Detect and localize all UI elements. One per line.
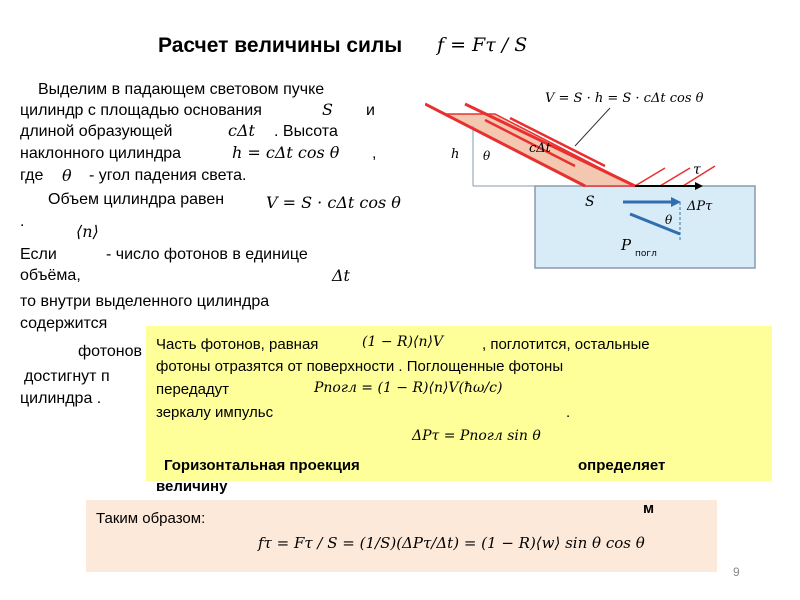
yellow-line-4a: зеркалу импульс bbox=[156, 404, 274, 421]
var-S: S bbox=[322, 100, 333, 119]
conclusion-trailing: м bbox=[643, 500, 655, 517]
para-line-8b: - число фотонов в единице bbox=[106, 246, 308, 263]
para-line-5a: где bbox=[20, 167, 44, 184]
var-theta: θ bbox=[62, 166, 72, 185]
eq-absorbed: (1 − R)⟨n⟩V bbox=[362, 334, 444, 350]
yellow-line-1a: Часть фотонов, равная bbox=[156, 336, 319, 353]
page-number: 9 bbox=[733, 565, 740, 579]
label-S: S bbox=[585, 194, 595, 210]
label-theta: θ bbox=[483, 149, 491, 163]
conclusion-label: Таким образом: bbox=[96, 510, 206, 527]
para-line-11: содержится bbox=[20, 315, 108, 332]
yellow-line-1b: , поглотится, остальные bbox=[482, 336, 650, 353]
para-line-8a: Если bbox=[20, 246, 57, 263]
para-line-10: то внутри выделенного цилиндра bbox=[20, 293, 270, 310]
label-dP: ΔPτ bbox=[687, 199, 713, 214]
label-h: h bbox=[451, 147, 460, 162]
var-n: ⟨n⟩ bbox=[76, 222, 99, 241]
ray-reflected-1 bbox=[635, 168, 665, 186]
para-line-9: объёма, bbox=[20, 267, 81, 284]
eq-h: h = cΔt cos θ bbox=[232, 143, 340, 162]
yellow-line-4b: . bbox=[566, 404, 571, 421]
ray-reflected-2 bbox=[660, 168, 690, 186]
para-line-3b: . Высота bbox=[274, 123, 338, 140]
yellow-line-5a: Горизонтальная проекция bbox=[164, 457, 360, 474]
eq-P-absorbed: Pпогл = (1 − R)⟨n⟩V(ħω/c) bbox=[314, 380, 503, 396]
label-P: P bbox=[621, 236, 632, 254]
label-P-sub: погл bbox=[635, 249, 657, 259]
para-line-13: достигнут п bbox=[24, 368, 110, 385]
diagram-eq-V: V = S · h = S · cΔt cos θ bbox=[545, 91, 704, 106]
eq-final: fτ = Fτ / S = (1/S)(ΔPτ/Δt) = (1 − R)⟨w⟩ sin θ cos θ bbox=[258, 534, 645, 552]
para-line-14: цилиндра . bbox=[20, 390, 102, 407]
var-dt: Δt bbox=[332, 266, 350, 285]
yellow-line-5b: определяет bbox=[578, 457, 666, 474]
var-cdt: cΔt bbox=[228, 121, 255, 140]
para-line-1: Выделим в падающем световом пучке bbox=[38, 81, 325, 98]
para-line-4b: , bbox=[372, 145, 377, 162]
para-line-7: . bbox=[20, 213, 25, 230]
label-tau: τ bbox=[693, 162, 701, 178]
yellow-line-6: величину bbox=[156, 478, 228, 495]
label-theta2: θ bbox=[665, 213, 673, 227]
eq-dP: ΔPτ = Pпогл sin θ bbox=[412, 428, 541, 444]
title-formula: f = Fτ / S bbox=[437, 34, 528, 56]
yellow-line-3a: передадут bbox=[156, 381, 230, 398]
pointer-line bbox=[575, 108, 610, 146]
para-line-2a: цилиндр с площадью основания bbox=[20, 102, 262, 119]
para-line-12: фотонов bbox=[78, 343, 142, 360]
slide-title bbox=[158, 34, 402, 58]
para-line-2b: и bbox=[366, 102, 375, 119]
label-cdt: cΔt bbox=[529, 141, 551, 156]
para-line-4a: наклонного цилиндра bbox=[20, 145, 182, 162]
incidence-diagram bbox=[425, 84, 785, 284]
yellow-line-2: фотоны отразятся от поверхности . Поглощенные фотоны bbox=[156, 358, 564, 375]
eq-V: V = S · cΔt cos θ bbox=[266, 193, 401, 212]
para-line-5b: - угол падения света. bbox=[89, 167, 247, 184]
para-line-3a: длиной образующей bbox=[20, 123, 173, 140]
para-line-2 bbox=[20, 101, 262, 121]
title-text: Расчет величины силы bbox=[158, 34, 403, 57]
para-line-6a: Объем цилиндра равен bbox=[48, 191, 225, 208]
